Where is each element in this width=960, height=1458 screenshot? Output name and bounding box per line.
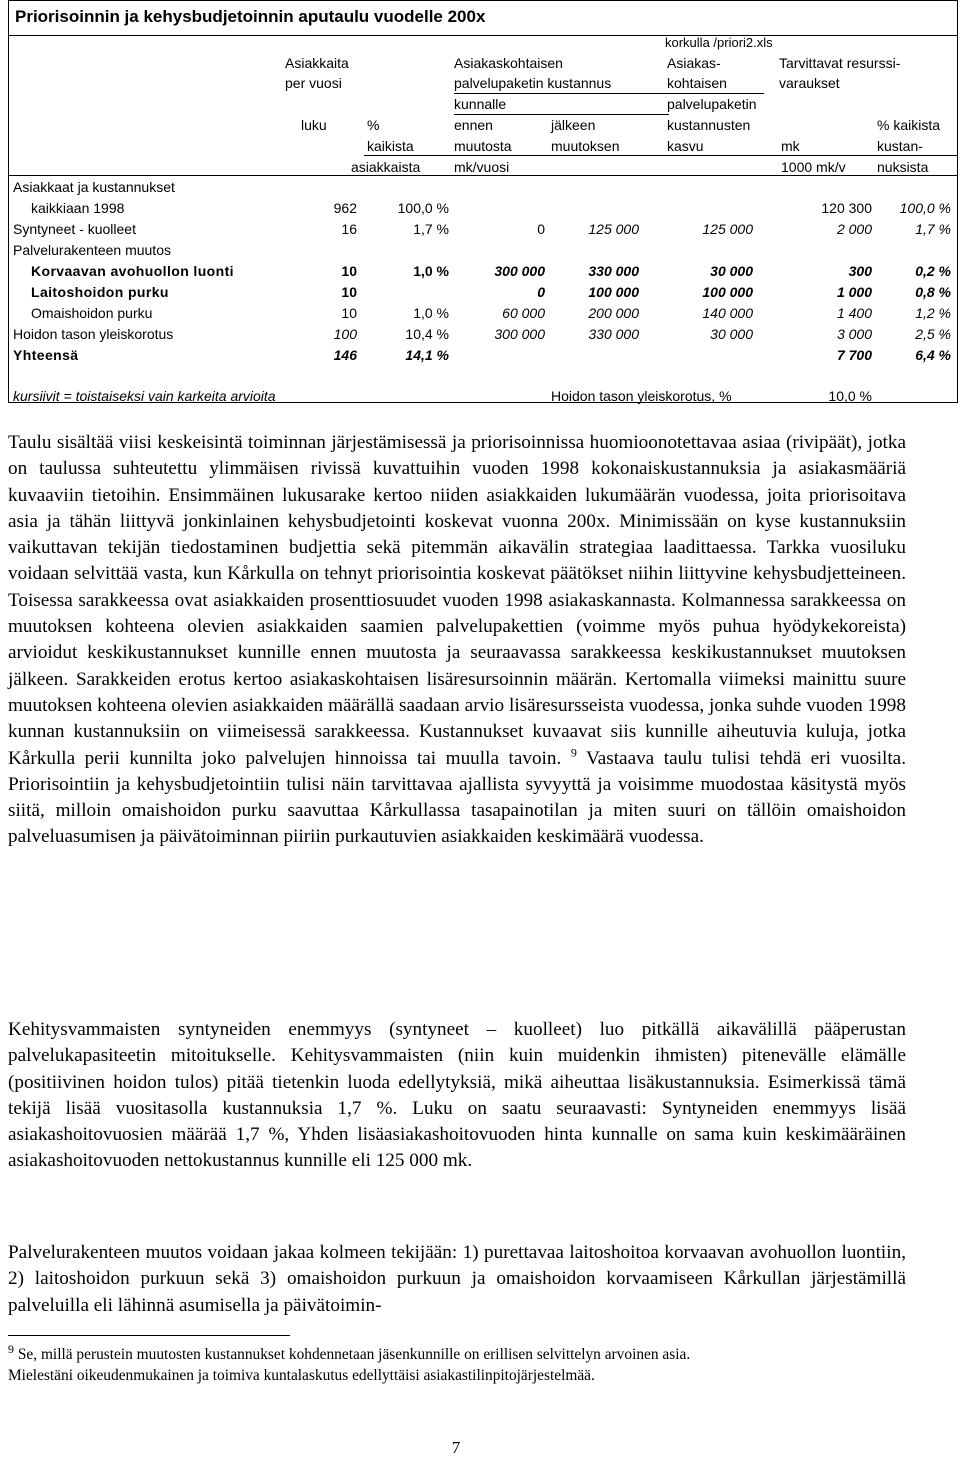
- row-label: Hoidon tason yleiskorotus: [13, 326, 174, 342]
- sheet-filename: korkulla /priori2.xls: [665, 35, 773, 50]
- cell-luku: 962: [333, 200, 357, 216]
- paragraph-1-part-a: Taulu sisältää viisi keskeisintä toiminnan järjestämisessä ja priorisoinnissa huomioonotettavaa asiaa (rivipäät), jotka on taulussa suhteutettu ylimmäisen rivissä kuvattuihin vuoden 1998 kokonaiskustannuksia ja asiakasmääriä kuvaaviin tietoihin. Ensimmäinen lukusarake kertoo niiden asiakkaiden lukumäärän vuodessa, joita priorisoitava asia ja tähän liittyvä jonkinlainen kehysbudjetointi koskevat vuonna 200x. Minimissään on kyse kustannuksiin vaikuttavan tekijän tiedostaminen budjettia sekä pitemmän aikavälin strategiaa laadittaessa. Tarkka vuosiluku voidaan selvittää vasta, kun Kårkulla on tehnyt priorisointia koskevat päätökset niihin liittyvine kehysbudjetteineen. Toisessa sarakkeessa ovat asiakkaiden prosenttiosuudet vuoden 1998 asiakaskannasta. Kolmannessa sarakkeessa on muutoksen kohteena olevien asiakkaiden saamien palvelupakettien (voimme myös puhua hyödykekoreista) arvioidut keskikustannukset kunnille ennen muutosta ja seuraavassa sarakkeessa keskikustannukset muutoksen jälkeen. Sarakkeiden erotus kertoo asiakaskohtaisen lisäresursoinnin määrän. Kertomalla viimeksi mainittu suure muutoksen kohteena olevien asiakkaiden määrällä saadaan arvio lisäresursseista vuodessa, jonka suhde vuoden 1998 kunnan kustannuksiin on viimeisessä sarakkeessa. Kustannukset kuvaavat siis kunnille aiheutuvia kuluja, jotka Kårkulla perii kunnilta joko palvelujen hinnoissa tai muulla tavoin.: [8, 432, 906, 769]
- footnote-ref: 9: [570, 745, 577, 760]
- hdr-asiakaskohtaisen: Asiakaskohtaisen: [454, 55, 563, 71]
- cell-luku: 10: [341, 284, 357, 300]
- hdr-luku: luku: [301, 117, 327, 133]
- hdr-rule-3: [364, 155, 957, 156]
- hdr-1000-mk-v: 1000 mk/v: [781, 159, 846, 175]
- cell-kpct: 0,8 %: [915, 284, 951, 300]
- cell-kasvu: 100 000: [702, 284, 753, 300]
- cell-pct: 100,0 %: [397, 200, 449, 216]
- hdr-kustan: kustan-: [877, 138, 923, 154]
- paragraph-1-part-b: Vastaava taulu tulisi tehdä eri vuosilta. Priorisointiin ja kehysbudjetointiin tulisi näin tarvittavaa ajallista syvyyttä ja voisimme muodostaa käsitystä myös siitä, milloin omaishoidon purku saavuttaa Kårkullassa tasapainotilan ja miten suuri on tällöin omaishoidon palveluasumisen ja päivätoiminnan piiriin purkautuvien asiakkaiden keskimäärä vuodessa.: [8, 747, 906, 848]
- cell-mk: 120 300: [821, 200, 872, 216]
- hdr-mk-vuosi: mk/vuosi: [454, 159, 510, 175]
- cell-kpct: 1,7 %: [915, 221, 951, 237]
- hdr-rule-1: [454, 93, 764, 94]
- hdr-varaukset: varaukset: [779, 75, 840, 91]
- cell-pct: 1,0 %: [413, 305, 449, 321]
- header-divider: [9, 175, 957, 176]
- section-asiakkaat: Asiakkaat ja kustannukset: [13, 179, 175, 195]
- row-label: Omaishoidon purku: [31, 305, 153, 321]
- cell-mk: 1 000: [836, 284, 872, 300]
- sheet-title: Priorisoinnin ja kehysbudjetoinnin aputaulu vuodelle 200x: [15, 7, 486, 26]
- hdr-kustannusten: kustannusten: [667, 117, 751, 133]
- cell-jalkeen: 200 000: [588, 305, 639, 321]
- cell-kasvu: 30 000: [710, 263, 753, 279]
- footnote-number: 9: [8, 1341, 14, 1356]
- cell-jalkeen: 100 000: [588, 284, 639, 300]
- hdr-kaikista: kaikista: [367, 138, 414, 154]
- hdr-per-vuosi: per vuosi: [285, 75, 342, 91]
- hdr-pct: %: [367, 117, 380, 133]
- hdr-tarvittavat: Tarvittavat resurssi-: [779, 55, 901, 71]
- page-number: 7: [451, 1438, 461, 1457]
- section-palvelurakenne: Palvelurakenteen muutos: [13, 242, 171, 258]
- cell-jalkeen: 330 000: [588, 326, 639, 342]
- hdr-jalkeen: jälkeen: [551, 117, 596, 133]
- cell-pct: 14,1 %: [405, 347, 449, 363]
- cell-luku: 10: [341, 305, 357, 321]
- hdr-kohtaisen: kohtaisen: [667, 75, 727, 91]
- footnote-separator: [8, 1335, 290, 1336]
- cell-kpct: 6,4 %: [915, 347, 951, 363]
- cell-ennen: 0: [537, 221, 545, 237]
- hdr-asiakkaista: asiakkaista: [351, 159, 421, 175]
- hdr-kasvu: kasvu: [667, 138, 704, 154]
- hdr-ennen: ennen: [454, 117, 493, 133]
- hdr-muutoksen: muutoksen: [551, 138, 620, 154]
- cell-ennen: 300 000: [494, 263, 545, 279]
- hdr-nuksista: nuksista: [877, 159, 929, 175]
- cell-mk: 300: [848, 263, 872, 279]
- cell-luku: 100: [333, 326, 357, 342]
- footnote: [8, 1341, 908, 1386]
- cell-luku: 10: [341, 263, 357, 279]
- cell-mk: 2 000: [836, 221, 872, 237]
- cell-luku: 146: [333, 347, 357, 363]
- footnote-line-1: Se, millä perustein muutosten kustannukset kohdennetaan jäsenkunnille on erillisen selvittelyn arvoinen asia.: [17, 1346, 691, 1363]
- hdr-rule-2: [454, 114, 669, 115]
- cell-pct: 1,7 %: [413, 221, 449, 237]
- paragraph-2: Kehitysvammaisten syntyneiden enemmyys (syntyneet – kuolleet) luo pitkällä aikavälillä pääperustan palvelukapasiteetin mitoitukselle. Kehitysvammaisten (niin kuin muidenkin ihmisten) pitenevälle elämälle (positiivinen hoidon tulos) pitää tietenkin luoda edellytyksiä, mikä aiheuttaa lisäkustannuksia. Esimerkissä tämä tekijä lisää vuositasolla kustannuksia 1,7 %. Luku on saatu seuraavasti: Syntyneiden enemmyys lisää asiakashoitovuosien määrää 1,7 %, Yhden lisäasiakashoitovuoden hinta kunnalle on sama kuin keskimääräinen asiakashoitovuoden nettokustannus kunnille eli 125 000 mk.: [8, 1019, 906, 1172]
- cell-kpct: 1,2 %: [915, 305, 951, 321]
- hdr-kunnalle: kunnalle: [454, 96, 507, 112]
- row-label: Yhteensä: [13, 347, 79, 363]
- cell-kasvu: 140 000: [702, 305, 753, 321]
- cell-pct: 10,4 %: [405, 326, 449, 342]
- sheet-footer-label: Hoidon tason yleiskorotus, %: [551, 388, 732, 404]
- hdr-muutosta: muutosta: [454, 138, 512, 154]
- row-label: kaikkiaan 1998: [31, 200, 125, 216]
- sheet-footer-note: kursiivit = toistaiseksi vain karkeita arvioita: [13, 388, 276, 404]
- title-divider: [9, 35, 957, 36]
- cell-kpct: 0,2 %: [915, 263, 951, 279]
- cell-jalkeen: 125 000: [588, 221, 639, 237]
- hdr-palvelupaketin: palvelupaketin: [667, 96, 757, 112]
- cell-jalkeen: 330 000: [588, 263, 639, 279]
- cell-mk: 1 400: [836, 305, 872, 321]
- cell-ennen: 60 000: [502, 305, 545, 321]
- hdr-asiakas: Asiakas-: [667, 55, 721, 71]
- hdr-palvelupaketin-kustannus: palvelupaketin kustannus: [454, 75, 612, 91]
- hdr-asiakkaita: Asiakkaita: [285, 55, 349, 71]
- cell-luku: 16: [341, 221, 357, 237]
- cell-ennen: 300 000: [494, 326, 545, 342]
- cell-kpct: 100,0 %: [899, 200, 951, 216]
- cell-kasvu: 125 000: [702, 221, 753, 237]
- budget-spreadsheet: [8, 0, 958, 403]
- sheet-footer-value: 10,0 %: [828, 388, 872, 404]
- paragraph-1: [8, 430, 906, 851]
- cell-pct: 1,0 %: [413, 263, 449, 279]
- row-label: Laitoshoidon purku: [31, 284, 169, 300]
- hdr-mk: mk: [781, 138, 800, 154]
- cell-ennen: 0: [537, 284, 545, 300]
- paragraph-3: Palvelurakenteen muutos voidaan jakaa kolmeen tekijään: 1) purettavaa laitoshoitoa korvaavan avohuollon luontiin, 2) laitoshoidon purkuun sekä 3) omaishoidon purkuun ja omaishoidon korvaamiseen Kårkullan järjestämillä palveluilla eli lähinnä asumisella ja päivätoimin-: [8, 1242, 906, 1316]
- row-label: Korvaavan avohuollon luonti: [31, 263, 234, 279]
- row-label: Syntyneet - kuolleet: [13, 221, 136, 237]
- cell-mk: 7 700: [836, 347, 872, 363]
- cell-kasvu: 30 000: [710, 326, 753, 342]
- cell-mk: 3 000: [836, 326, 872, 342]
- cell-kpct: 2,5 %: [915, 326, 951, 342]
- footnote-line-2: Mielestäni oikeudenmukainen ja toimiva kuntalaskutus edellyttäisi asiakastilinpitojärjestelmää.: [8, 1367, 595, 1384]
- hdr-pct-kaikista: % kaikista: [877, 117, 941, 133]
